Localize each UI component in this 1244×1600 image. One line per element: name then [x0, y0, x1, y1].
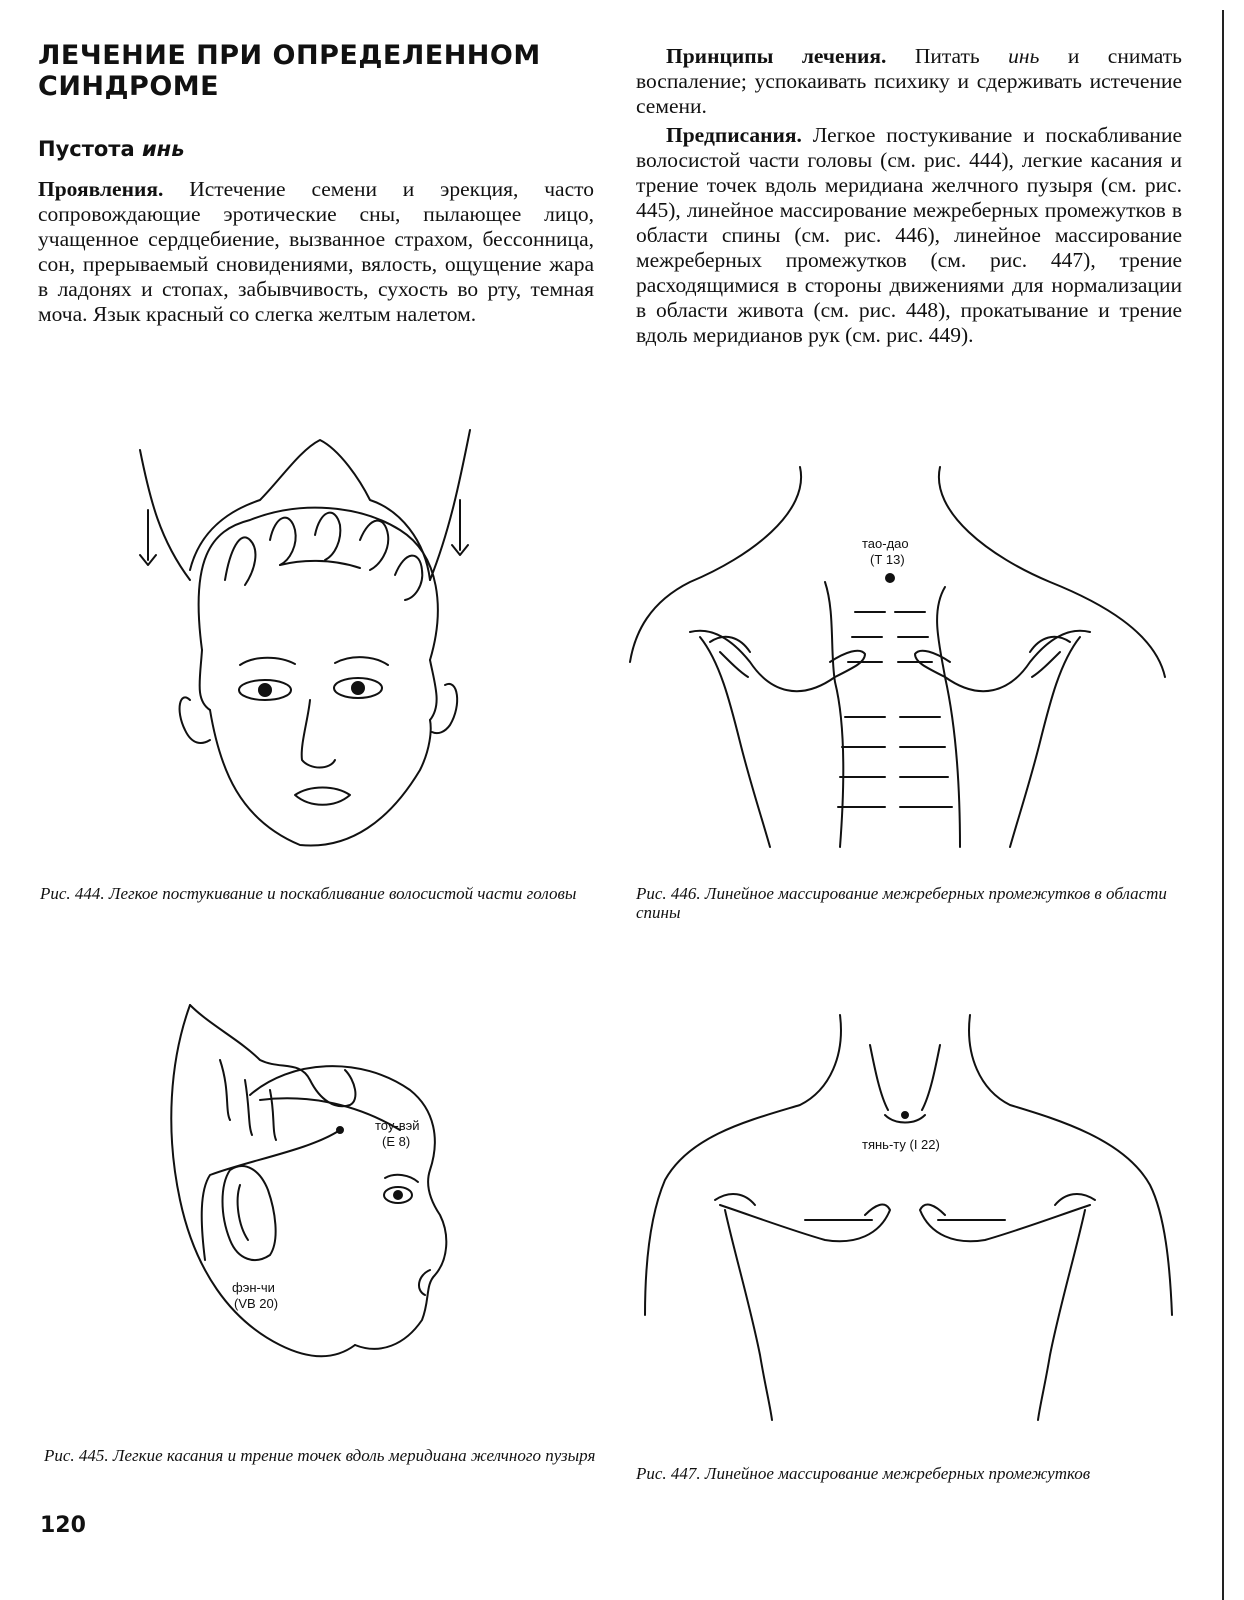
figure-444-head-illustration [130, 420, 490, 860]
figure-447-caption: Рис. 447. Линейное массирование межреберных промежутков [636, 1464, 1091, 1483]
e8-point-code: (Е 8) [382, 1134, 411, 1149]
figure-446-back-illustration [630, 462, 1190, 852]
principles-label: Принципы лечения. [666, 44, 887, 68]
manifestations-paragraph [38, 177, 594, 327]
t13-point-code: (Т 13) [870, 552, 905, 567]
page-edge-rule [1222, 10, 1224, 1600]
principles-italic: инь [1008, 44, 1040, 68]
prescriptions-text: Легкое постукивание и поскабливание волосистой части головы (см. рис. 444), легкие касания и трение точек вдоль меридиана желчного пузыря (см. рис. 445), линейное массирование межреберных промежутков в области спины (см. рис. 446), линейное массирование межреберных промежутков (см. рис. 447), трение расходящимися в стороны движениями для нормализации в области живота (см. рис. 448), прокатывание и трение вдоль меридианов рук (см. рис. 449). [636, 123, 1182, 347]
i22-point-name: тянь-ту (I 22) [862, 1137, 940, 1152]
principles-paragraph [636, 44, 1182, 119]
syndrome-heading-text: Пустота [38, 137, 142, 161]
prescriptions-paragraph [636, 123, 1182, 348]
manifestations-text: Истечение семени и эрекция, часто сопровождающие эротические сны, пылающее лицо, учащенное сердцебиение, вызванное страхом, бессонница, сон, прерываемый сновидениями, вялость, ощущение жара в ладонях и стопах, забывчивость, сухость во рту, темная моча. Язык красный со слегка желтым налетом. [38, 177, 594, 326]
page-number: 120 [40, 1513, 86, 1538]
figure-445-caption: Рис. 445. Легкие касания и трение точек вдоль меридиана желчного пузыря [44, 1446, 596, 1465]
prescriptions-label: Предписания. [666, 123, 802, 147]
section-heading: ЛЕЧЕНИЕ ПРИ ОПРЕДЕЛЕННОМ СИНДРОМЕ [38, 40, 541, 102]
principles-text-after: и снимать воспаление; успокаивать психику и сдерживать истечение семени. [636, 44, 1182, 118]
syndrome-heading-italic: инь [141, 137, 185, 161]
vb20-point-name: фэн-чи [232, 1280, 275, 1295]
back-arrows [838, 612, 952, 807]
e8-point-name: тоу-вэй [375, 1118, 420, 1133]
principles-text-before: Питать [886, 44, 1009, 68]
syndrome-heading [38, 137, 184, 161]
vb20-point-code: (VB 20) [234, 1296, 279, 1311]
figure-446-caption: Рис. 446. Линейное массирование межреберных промежутков в области спины [636, 884, 1167, 922]
figure-447-chest-illustration [640, 1015, 1180, 1425]
t13-point-name: тао-дао [862, 536, 909, 551]
manifestations-label: Проявления. [38, 177, 164, 201]
figure-444-caption: Рис. 444. Легкое постукивание и поскабливание волосистой части головы [40, 884, 577, 903]
figure-445-side-head-illustration [160, 1000, 500, 1410]
